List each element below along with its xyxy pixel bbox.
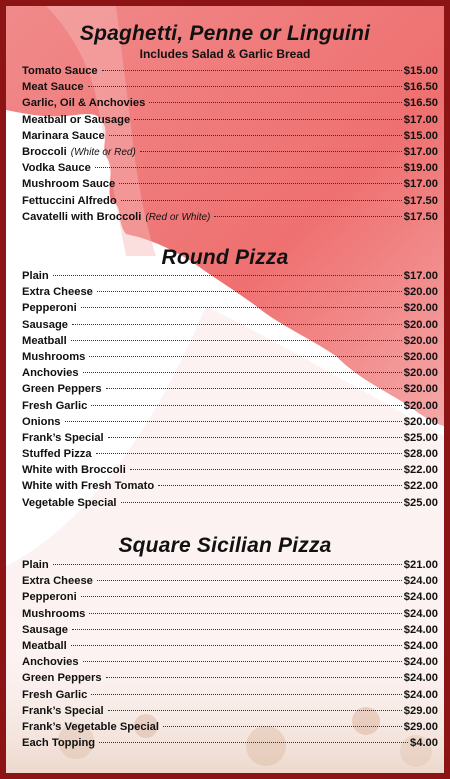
menu-item-price: $17.00 <box>403 113 438 126</box>
menu-item-name: Green Peppers <box>22 383 102 396</box>
menu-item <box>22 430 438 446</box>
menu-item <box>22 398 438 414</box>
menu-item <box>22 144 438 160</box>
dot-leader <box>134 119 402 120</box>
menu-item-price: $17.50 <box>403 210 438 223</box>
dot-leader <box>72 629 402 630</box>
section-title-round-pizza: Round Pizza <box>161 246 289 269</box>
menu-item <box>22 703 438 719</box>
dot-leader <box>72 324 402 325</box>
menu-item-price: $24.00 <box>403 575 438 588</box>
menu-item-price: $17.50 <box>403 194 438 207</box>
menu-item <box>22 95 438 111</box>
sicilian-pizza-items-list <box>22 557 438 751</box>
menu-item <box>22 606 438 622</box>
dot-leader <box>91 405 401 406</box>
menu-item <box>22 63 438 79</box>
menu-item <box>22 735 438 751</box>
menu-item-name: Extra Cheese <box>22 286 93 299</box>
dot-leader <box>108 437 402 438</box>
menu-item-price: $24.00 <box>403 656 438 669</box>
menu-item-name: Meat Sauce <box>22 81 84 94</box>
menu-item-name: Plain <box>22 270 49 282</box>
dot-leader <box>91 694 401 695</box>
menu-item <box>22 160 438 176</box>
menu-item <box>22 284 438 300</box>
dot-leader <box>130 469 402 470</box>
menu-item-name: Pepperoni <box>22 302 77 315</box>
menu-item-price: $22.00 <box>403 464 438 477</box>
menu-item-name: Each Topping <box>22 737 96 750</box>
menu-item-note: (White or Red) <box>70 146 136 158</box>
menu-item-price: $20.00 <box>403 399 438 412</box>
menu-item-name: Frank’s Special <box>22 704 104 717</box>
menu-item-name: Sausage <box>22 318 69 331</box>
menu-item-name: Plain <box>22 559 49 571</box>
menu-item-name: Fettuccini Alfredo <box>22 194 117 207</box>
menu-item-price: $24.00 <box>403 591 438 604</box>
menu-item <box>22 478 438 494</box>
menu-item-price: $25.00 <box>403 496 438 509</box>
dot-leader <box>95 167 402 168</box>
menu-item-price: $24.00 <box>403 639 438 652</box>
menu-item <box>22 654 438 670</box>
dot-leader <box>214 216 401 217</box>
menu-item-name: Sausage <box>22 623 69 636</box>
menu-item-name: Anchovies <box>22 367 79 380</box>
menu-item <box>22 365 438 381</box>
menu-item <box>22 573 438 589</box>
dot-leader <box>102 70 402 71</box>
menu-item-name: Meatball <box>22 639 67 652</box>
menu-item <box>22 638 438 654</box>
dot-leader <box>83 372 402 373</box>
menu-item-price: $24.00 <box>403 672 438 685</box>
dot-leader <box>119 183 402 184</box>
menu-item <box>22 268 438 284</box>
menu-item-name: Frank’s Special <box>22 431 104 444</box>
pasta-items-list <box>22 63 438 225</box>
menu-item-price: $20.00 <box>403 286 438 299</box>
dot-leader <box>88 86 402 87</box>
menu-item-price: $20.00 <box>403 367 438 380</box>
menu-item-name: Tomato Sauce <box>22 65 98 77</box>
menu-item <box>22 589 438 605</box>
dot-leader <box>96 453 402 454</box>
menu-item-name: Garlic, Oil & Anchovies <box>22 97 146 110</box>
menu-item-price: $4.00 <box>410 737 438 750</box>
menu-item-name: Frank’s Vegetable Special <box>22 720 160 733</box>
menu-item-name: Vegetable Special <box>22 496 117 509</box>
menu-item-name: Fresh Garlic <box>22 688 88 701</box>
menu-item <box>22 333 438 349</box>
dot-leader <box>71 645 402 646</box>
menu-item-price: $16.50 <box>403 81 438 94</box>
dot-leader <box>97 291 402 292</box>
menu-item-price: $24.00 <box>403 607 438 620</box>
dot-leader <box>140 151 402 152</box>
dot-leader <box>99 742 408 743</box>
menu-item <box>22 317 438 333</box>
menu-item-name: Mushroom Sauce <box>22 178 116 191</box>
menu-item-name: Cavatelli with Broccoli <box>22 210 142 223</box>
menu-item-price: $20.00 <box>403 318 438 331</box>
menu-item <box>22 557 438 573</box>
menu-item-name: Extra Cheese <box>22 575 93 588</box>
dot-leader <box>149 102 401 103</box>
menu-item-price: $20.00 <box>403 350 438 363</box>
menu-item-price: $16.50 <box>403 97 438 110</box>
menu-item-price: $21.00 <box>403 559 438 571</box>
menu-item <box>22 462 438 478</box>
menu-item-name: White with Broccoli <box>22 464 126 477</box>
dot-leader <box>108 710 402 711</box>
dot-leader <box>83 661 402 662</box>
dot-leader <box>163 726 402 727</box>
menu-item-price: $15.00 <box>403 65 438 77</box>
section-subtitle-pasta: Includes Salad & Garlic Bread <box>139 47 311 61</box>
menu-item <box>22 670 438 686</box>
menu-item-price: $20.00 <box>403 334 438 347</box>
menu-item-name: Fresh Garlic <box>22 399 88 412</box>
dot-leader <box>89 356 401 357</box>
menu-item-price: $24.00 <box>403 688 438 701</box>
section-title-sicilian-pizza: Square Sicilian Pizza <box>118 534 332 557</box>
menu-item-price: $28.00 <box>403 448 438 461</box>
menu-item <box>22 381 438 397</box>
menu-item-name: Meatball <box>22 334 67 347</box>
menu-item <box>22 495 438 511</box>
dot-leader <box>65 421 402 422</box>
menu-item-price: $25.00 <box>403 431 438 444</box>
menu-item-price: $17.00 <box>403 178 438 191</box>
menu-item-name: Stuffed Pizza <box>22 448 92 461</box>
menu-item <box>22 300 438 316</box>
menu-item-price: $22.00 <box>403 480 438 493</box>
dot-leader <box>53 564 402 565</box>
menu-item <box>22 622 438 638</box>
menu-item <box>22 687 438 703</box>
menu-item <box>22 128 438 144</box>
menu-item <box>22 209 438 225</box>
menu-item-price: $15.00 <box>403 129 438 142</box>
menu-item <box>22 79 438 95</box>
dot-leader <box>81 307 402 308</box>
dot-leader <box>106 388 402 389</box>
menu-item-name: Mushrooms <box>22 350 86 363</box>
menu-item-name: Green Peppers <box>22 672 102 685</box>
menu-item-name: Pepperoni <box>22 591 77 604</box>
menu-item <box>22 719 438 735</box>
menu-item-price: $29.00 <box>403 720 438 733</box>
dot-leader <box>158 485 402 486</box>
menu-item <box>22 446 438 462</box>
dot-leader <box>89 613 401 614</box>
menu-item-price: $19.00 <box>403 162 438 175</box>
dot-leader <box>121 200 402 201</box>
section-title-pasta: Spaghetti, Penne or Linguini <box>79 22 371 45</box>
menu-item-name: Mushrooms <box>22 607 86 620</box>
menu-item-price: $17.00 <box>403 145 438 158</box>
menu-item-name: Onions <box>22 415 61 428</box>
menu-item-price: $29.00 <box>403 704 438 717</box>
dot-leader <box>109 135 402 136</box>
dot-leader <box>97 580 402 581</box>
menu-item-price: $24.00 <box>403 623 438 636</box>
dot-leader <box>53 275 402 276</box>
menu-item-name: Vodka Sauce <box>22 162 91 175</box>
menu-item-price: $20.00 <box>403 302 438 315</box>
dot-leader <box>81 596 402 597</box>
menu-item-name: Marinara Sauce <box>22 129 105 142</box>
menu-item-name: Meatball or Sausage <box>22 113 131 126</box>
menu-item <box>22 176 438 192</box>
menu-item-name: White with Fresh Tomato <box>22 480 155 493</box>
round-pizza-items-list <box>22 268 438 511</box>
menu-item <box>22 193 438 209</box>
menu-item <box>22 414 438 430</box>
dot-leader <box>121 502 402 503</box>
menu-item <box>22 349 438 365</box>
menu-item-price: $20.00 <box>403 415 438 428</box>
menu-item-name: Anchovies <box>22 656 79 669</box>
menu-item <box>22 112 438 128</box>
dot-leader <box>71 340 402 341</box>
dot-leader <box>106 677 402 678</box>
menu-item-price: $20.00 <box>403 383 438 396</box>
menu-item-note: (Red or White) <box>145 211 211 223</box>
menu-item-name: Broccoli <box>22 145 67 158</box>
menu-item-price: $17.00 <box>403 270 438 282</box>
